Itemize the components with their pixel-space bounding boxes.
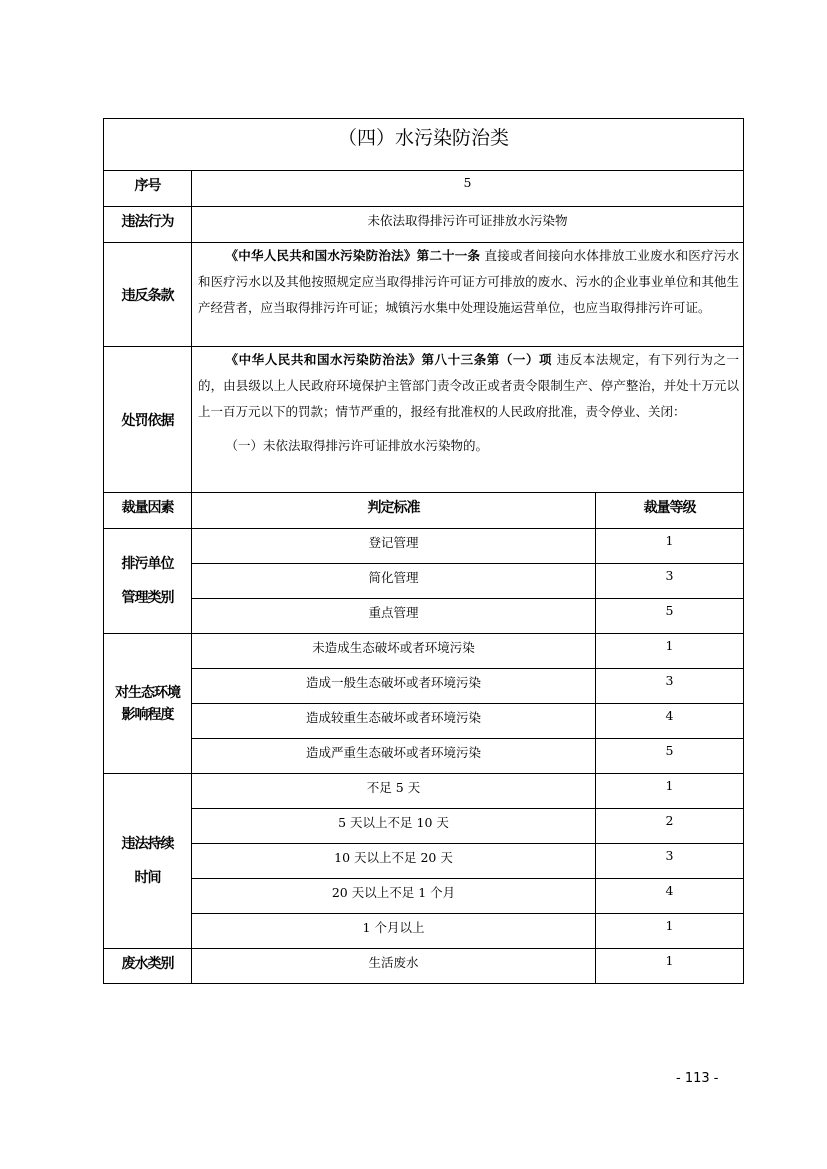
criterion-text: 生活废水 bbox=[192, 949, 596, 984]
factor-row bbox=[104, 634, 744, 669]
criterion-text: 1 个月以上 bbox=[192, 914, 596, 949]
discretion-level: 2 bbox=[596, 809, 744, 844]
penalty-discretion-table bbox=[103, 118, 744, 984]
factor-label-line: 管理类别 bbox=[121, 590, 174, 606]
discretion-level: 1 bbox=[596, 529, 744, 564]
discretion-level: 1 bbox=[596, 774, 744, 809]
discretion-level: 1 bbox=[596, 634, 744, 669]
violated-clause-law: 《中华人民共和国水污染防治法》第二十一条 bbox=[225, 248, 481, 263]
factor-row bbox=[104, 599, 744, 634]
discretion-level: 5 bbox=[596, 739, 744, 774]
factor-row bbox=[104, 704, 744, 739]
serial-value: 5 bbox=[192, 171, 744, 207]
factor-row bbox=[104, 564, 744, 599]
penalty-basis-item: （一）未依法取得排污许可证排放水污染物的。 bbox=[225, 438, 489, 453]
discretion-level: 3 bbox=[596, 669, 744, 704]
criterion-text: 造成较重生态破坏或者环境污染 bbox=[192, 704, 596, 739]
criterion-text: 10 天以上不足 20 天 bbox=[192, 844, 596, 879]
factor-label bbox=[104, 774, 192, 949]
factor-label-line: 时间 bbox=[134, 870, 161, 886]
criterion-text: 重点管理 bbox=[192, 599, 596, 634]
discretion-level: 5 bbox=[596, 599, 744, 634]
criterion-text: 5 天以上不足 10 天 bbox=[192, 809, 596, 844]
violated-clause-body: 直接或者间接向水体排放工业废水和医疗污水和医疗污水以及其他按照规定应当取得排污许可证方可排放的废水、污水的企业事业单位和其他生产经营者，应当取得排污许可证；城镇污水集中处理设施运营单位，也应当取得排污许可证。 bbox=[198, 248, 740, 315]
factor-label bbox=[104, 529, 192, 634]
factor-row bbox=[104, 844, 744, 879]
discretion-standard-header: 判定标准 bbox=[192, 493, 596, 529]
discretion-level: 4 bbox=[596, 704, 744, 739]
violated-clause-label: 违反条款 bbox=[104, 243, 192, 347]
discretion-level: 3 bbox=[596, 564, 744, 599]
violated-clause-text bbox=[192, 243, 744, 347]
factor-row bbox=[104, 774, 744, 809]
section-title: （四）水污染防治类 bbox=[104, 119, 744, 171]
factor-label-line: 废水类别 bbox=[121, 956, 174, 972]
factor-row bbox=[104, 879, 744, 914]
factor-label-line: 对生态环境 bbox=[115, 684, 180, 701]
factor-row bbox=[104, 809, 744, 844]
penalty-basis-body: 违反本法规定，有下列行为之一的，由县级以上人民政府环境保护主管部门责令改正或者责令限制生产、停产整治，并处十万元以上一百万元以下的罚款；情节严重的，报经有批准权的人民政府批准，责令停业、关闭： bbox=[198, 352, 740, 419]
discretion-level: 4 bbox=[596, 879, 744, 914]
penalty-basis-label: 处罚依据 bbox=[104, 347, 192, 493]
factor-label bbox=[104, 949, 192, 984]
criterion-text: 简化管理 bbox=[192, 564, 596, 599]
factor-row bbox=[104, 914, 744, 949]
discretion-factors bbox=[104, 529, 744, 984]
criterion-text: 20 天以上不足 1 个月 bbox=[192, 879, 596, 914]
serial-label: 序号 bbox=[104, 171, 192, 207]
criterion-text: 造成严重生态破坏或者环境污染 bbox=[192, 739, 596, 774]
criterion-text: 未造成生态破坏或者环境污染 bbox=[192, 634, 596, 669]
factor-label-line: 违法持续 bbox=[121, 836, 174, 852]
factor-row bbox=[104, 949, 744, 984]
penalty-basis-text bbox=[192, 347, 744, 493]
criterion-text: 登记管理 bbox=[192, 529, 596, 564]
violation-label: 违法行为 bbox=[104, 207, 192, 243]
discretion-level: 3 bbox=[596, 844, 744, 879]
factor-row bbox=[104, 669, 744, 704]
page-number: - 113 - bbox=[676, 1071, 719, 1086]
discretion-level-header: 裁量等级 bbox=[596, 493, 744, 529]
discretion-level: 1 bbox=[596, 949, 744, 984]
criterion-text: 不足 5 天 bbox=[192, 774, 596, 809]
factor-label-line: 排污单位 bbox=[121, 556, 174, 572]
violation-value: 未依法取得排污许可证排放水污染物 bbox=[192, 207, 744, 243]
factor-label-line: 影响程度 bbox=[121, 706, 174, 723]
factor-label bbox=[104, 634, 192, 774]
factor-row bbox=[104, 529, 744, 564]
discretion-factor-header: 裁量因素 bbox=[104, 493, 192, 529]
criterion-text: 造成一般生态破坏或者环境污染 bbox=[192, 669, 596, 704]
factor-row bbox=[104, 739, 744, 774]
penalty-basis-law: 《中华人民共和国水污染防治法》第八十三条第（一）项 bbox=[225, 352, 553, 367]
discretion-level: 1 bbox=[596, 914, 744, 949]
